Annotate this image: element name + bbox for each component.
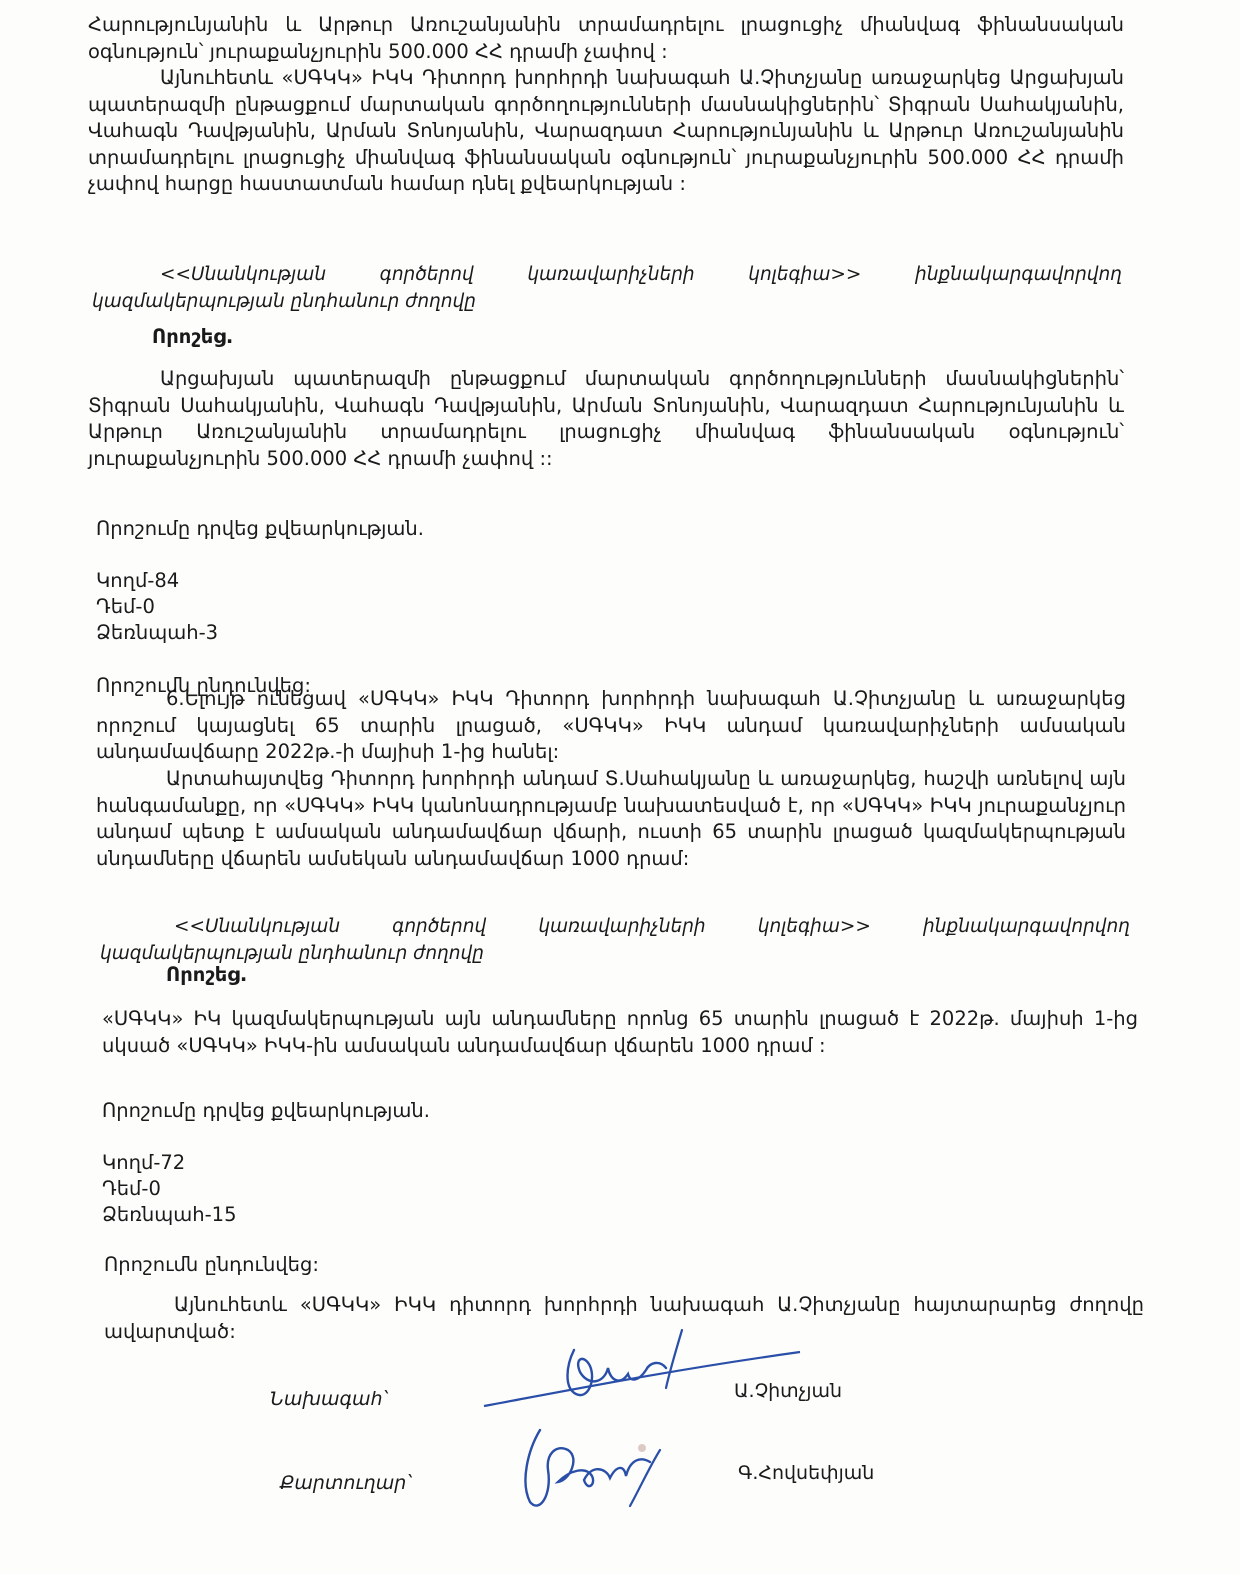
decision-adopted: Որոշումն ընդունվեց: (104, 1253, 319, 1276)
chair-signature-label: Նախագահ՝ (270, 1388, 388, 1410)
paragraph-assistance-end: Հարությունյանին և Արթուր Առուշանյանին տրամադրելու լրացուցիչ միանվագ ֆինանսական օգնություն՝ յուրաքանչյուրին 500.000 ՀՀ դրամի չափով : (88, 13, 1124, 63)
decided-label: Որոշեց. (166, 963, 248, 986)
vote-for: Կողմ-84 (96, 569, 180, 592)
chair-signature-name: Ա.Չիտչյան (734, 1380, 843, 1402)
paragraph-decision: «ՍԳԿԿ» ԻԿ կազմակերպության այն անդամները որոնց 65 տարին լրացած է 2022թ. մայիսի 1-ից սկսած «ՍԳԿԿ» ԻԿԿ-ին ամսական անդամավճար վճարեն 1000 դրամ : (102, 1007, 1138, 1057)
vote-abstain: Ձեռնպահ-3 (96, 621, 219, 644)
assembly-heading: <<Սնանկության գործերով կառավարիչների կոլեգիա>> ինքնակարգավորվող կազմակերպության ընդհանուր ժողովը (92, 264, 1122, 312)
decided-label: Որոշեց. (152, 325, 234, 348)
secretary-signature-name: Գ.Հովսեփյան (738, 1462, 875, 1484)
vote-against: Դեմ-0 (102, 1177, 161, 1200)
vote-intro: Որոշումը դրվեց քվեարկության. (102, 1099, 430, 1122)
vote-abstain: Ձեռնպահ-15 (102, 1203, 237, 1226)
secretary-signature-mark (500, 1410, 720, 1520)
vote-intro: Որոշումը դրվեց քվեարկության. (96, 517, 424, 540)
assembly-heading: <<Սնանկության գործերով կառավարիչների կոլեգիա>> ինքնակարգավորվող կազմակերպության ընդհանուր ժողովը (100, 916, 1130, 964)
vote-against: Դեմ-0 (96, 595, 155, 618)
decision-adopted: Որոշումն ընդունվեց: (96, 674, 311, 697)
paragraph-item-6: 6.Ելույթ ունեցավ «ՍԳԿԿ» ԻԿԿ Դիտորդ խորհրդի նախագահ Ա.Չիտչյանը և առաջարկեց որոշում կայացնել 65 տարին լրացած, «ՍԳԿԿ» ԻԿԿ անդամ կառավարիչների ամսական անդամավճարը 2022թ.-ի մայիսի 1-ից հանել: (96, 687, 1126, 763)
paragraph-decision: Արցախյան պատերազմի ընթացքում մարտական գործողությունների մասնակիցներին՝ Տիգրան Սահակյանին, Վահագն Դավթյանին, Արման Տոնոյանին, Վարազդատ Հարությունյանին և Արթուր Առուշանյանին տրամադրելու լրացուցիչ միանվագ ֆինանսական օգնություն՝ յուրաքանչյուրին 500.000 ՀՀ դրամի չափով :: (88, 367, 1124, 470)
vote-for: Կողմ-72 (102, 1151, 186, 1174)
secretary-signature-label: Քարտուղար՝ (280, 1472, 411, 1494)
paragraph-closing: Այնուհետև «ՍԳԿԿ» ԻԿԿ դիտորդ խորհրդի նախագահ Ա.Չիտչյանը հայտարարեց ժողովը ավարտված: (104, 1293, 1144, 1343)
paragraph-chair-proposal: Այնուհետև «ՍԳԿԿ» ԻԿԿ Դիտորդ խորհրդի նախագահ Ա.Չիտչյանը առաջարկեց Արցախյան պատերազմի ընթացքում մարտական գործողությունների մասնակիցներին՝ Տիգրան Սահակյանին, Վահագն Դավթյանին, Արման Տոնոյանին, Վարազդատ Հարությունյանին և Արթուր Առուշանյանին տրամադրելու լրացուցիչ միանվագ ֆինանսական օգնություն՝ յուրաքանչյուրին 500.000 ՀՀ դրամի չափով հարցը հաստատման համար դնել քվեարկության : (88, 66, 1124, 195)
paragraph-member-opinion: Արտահայտվեց Դիտորդ խորհրդի անդամ Տ.Սահակյանը և առաջարկեց, հաշվի առնելով այն հանգամանքը, որ «ՍԳԿԿ» ԻԿԿ կանոնադրությամբ նախատեսված է, որ «ՍԳԿԿ» ԻԿԿ յուրաքանչյուր անդամ պետք է ամսական անդամավճար վճարի, ուստի 65 տարին լրացած կազմակերպության սնդամները վճարեն ամսեկան անդամավճար 1000 դրամ: (96, 767, 1126, 870)
